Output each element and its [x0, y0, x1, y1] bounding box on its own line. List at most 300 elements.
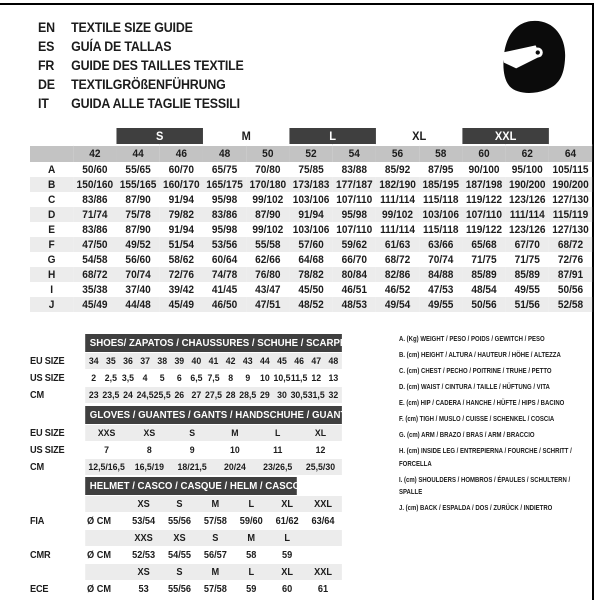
measurement-value: 70/74	[116, 267, 159, 282]
measurement-value: 68/72	[384, 253, 411, 266]
measurement-value: 87/90	[246, 207, 289, 222]
measurement-value: 46/50	[203, 297, 246, 312]
shoes-row-label: EU SIZE	[30, 355, 65, 367]
measurement-value: 54/58	[82, 253, 108, 266]
shoes-size-value: 25,5	[153, 389, 171, 401]
row-letter: G	[47, 253, 56, 266]
textile-size-table	[30, 128, 592, 312]
helmet-standard-label: CMR	[30, 549, 51, 561]
measurement-value: 111/114	[380, 193, 415, 206]
gloves-size-value: 12	[315, 444, 326, 456]
gloves-size-value: 25,5/30	[305, 461, 336, 473]
gloves-size-value: 7	[104, 444, 110, 456]
measurement-value: 115/119	[549, 207, 592, 222]
measurement-value: 83/88	[341, 163, 367, 176]
measurement-row	[30, 192, 592, 207]
helmet-size-label: XL	[281, 498, 294, 510]
measurement-value: 66/70	[341, 253, 367, 266]
measurement-value: 190/200	[506, 177, 549, 192]
size-number: 54	[333, 145, 376, 162]
measurement-row	[30, 177, 592, 192]
shoes-size-table	[30, 334, 347, 404]
shoes-size-value: 3,5	[121, 372, 135, 384]
shoes-size-section	[30, 334, 347, 404]
measurement-value: 45/50	[298, 283, 324, 296]
helmet-standard-label: ECE	[30, 583, 49, 595]
measurement-value: 83/86	[82, 193, 108, 206]
measurement-value: 46/51	[341, 283, 367, 296]
gloves-size-row	[85, 442, 342, 458]
gloves-size-value: 23/26,5	[263, 461, 293, 473]
gloves-size-value: 16,5/19	[134, 461, 164, 473]
measurement-legend-list	[399, 333, 591, 515]
shoes-size-value: 6,5	[190, 372, 203, 384]
measurement-value: 95/98	[211, 223, 238, 236]
measurement-row	[30, 222, 592, 237]
language-row	[38, 18, 508, 37]
shoes-size-value: 24,5	[136, 389, 154, 401]
language-title: GUIDA ALLE TAGLIE TESSILI	[71, 96, 240, 111]
measurement-value: 111/114	[506, 207, 549, 222]
size-group-m: M	[203, 128, 289, 145]
measurement-value: 107/110	[336, 223, 373, 236]
helmet-size-label: L	[248, 566, 255, 578]
helmet-size-label: M	[211, 566, 220, 578]
measurement-value: 150/160	[73, 177, 116, 192]
measurement-value: 39/42	[168, 283, 195, 296]
helmet-size-header-row	[85, 496, 342, 512]
size-number: 62	[506, 145, 549, 162]
measurement-row	[30, 237, 592, 252]
language-code: IT	[38, 96, 49, 111]
helmet-size-value: 57/58	[203, 583, 227, 595]
measurement-value: 60/64	[211, 253, 238, 266]
size-number: 44	[116, 145, 159, 162]
measurement-value: 72/76	[160, 267, 203, 282]
shoes-size-value: 4	[142, 372, 148, 384]
legend-item: E. (cm) HIP / CADERA / HANCHE / HÜFTE / HIPS / BACINO	[399, 398, 565, 407]
measurement-value: 35/38	[82, 283, 108, 296]
size-number: 48	[203, 145, 246, 162]
language-code: EN	[38, 20, 55, 35]
measurement-value: 67/70	[506, 237, 549, 252]
textile-size-table-wrap	[30, 128, 592, 312]
shoes-size-value: 28,5	[239, 389, 257, 401]
shoes-size-row	[85, 353, 342, 369]
shoes-size-value: 30	[277, 389, 287, 401]
measurement-value: 119/122	[466, 193, 503, 206]
size-number: 58	[419, 145, 462, 162]
gloves-size-value: 20/24	[223, 461, 246, 473]
helmet-size-label: XL	[281, 566, 294, 578]
measurement-value: 49/52	[116, 237, 159, 252]
shoes-size-value: 42	[225, 355, 236, 367]
legend-item: D. (cm) WAIST / CINTURA / TAILLE / HÜFTUNG / VITA	[399, 382, 550, 391]
measurement-value: 76/80	[246, 267, 289, 282]
helmet-value-row	[85, 547, 342, 563]
gloves-size-value: 10	[230, 444, 240, 456]
helmet-size-label: S	[212, 532, 219, 544]
helmet-table-title: HELMET / CASCO / CASQUE / HELM / CASCO	[85, 477, 297, 495]
measurement-value: 47/51	[246, 297, 289, 312]
shoes-size-value: 31,5	[307, 389, 325, 401]
measurement-value: 47/53	[428, 283, 454, 296]
gloves-size-value: 11	[273, 444, 283, 456]
helmet-size-label: XXL	[314, 566, 332, 578]
measurement-value: 57/60	[289, 237, 332, 252]
shoes-size-value: 40	[191, 355, 202, 367]
language-list	[38, 18, 508, 113]
measurement-row	[30, 207, 592, 222]
measurement-value: 44/48	[116, 297, 159, 312]
language-title: TEXTILGRÖßENFÜHRUNG	[71, 77, 226, 92]
size-group-s: S	[116, 128, 202, 145]
measurement-value: 74/78	[203, 267, 246, 282]
measurement-value: 49/54	[376, 297, 419, 312]
measurement-value: 75/78	[116, 207, 159, 222]
helmet-size-value: 61/62	[275, 515, 299, 527]
shoes-size-value: 27	[191, 389, 202, 401]
shoes-size-value: 2,5	[104, 372, 117, 384]
helmet-size-value: 57/58	[203, 515, 227, 527]
measurement-value: 71/75	[514, 253, 540, 266]
gloves-table-title: GLOVES / GUANTES / GANTS / HANDSCHUHE / GUANTI	[85, 406, 342, 424]
measurement-value: 99/102	[252, 223, 284, 236]
size-number: 42	[73, 145, 116, 162]
measurement-value: 60/70	[168, 163, 195, 176]
shoes-size-value: 32	[328, 389, 339, 401]
helmet-size-label: XS	[137, 566, 150, 578]
shoes-size-value: 30,5	[290, 389, 308, 401]
measurement-value: 49/55	[419, 297, 462, 312]
measurement-value: 53/56	[203, 237, 246, 252]
measurement-value: 75/85	[298, 163, 324, 176]
legend-item: J. (cm) BACK / ESPALDA / DOS / ZURÜCK / INDIETRO	[399, 503, 553, 512]
measurement-value: 115/118	[423, 223, 459, 236]
shoes-size-value: 24	[123, 389, 133, 401]
gloves-size-section	[30, 406, 350, 476]
shoes-size-row	[85, 370, 342, 386]
helmet-unit-label: Ø CM	[87, 515, 112, 527]
gloves-size-row	[85, 425, 342, 441]
measurement-value: 84/88	[419, 267, 462, 282]
helmet-size-value: 52/53	[132, 549, 156, 561]
measurement-value: 103/106	[292, 223, 330, 236]
measurement-value: 95/98	[333, 207, 376, 222]
gloves-size-value: 18/21,5	[177, 461, 207, 473]
helmet-size-value: 54/55	[167, 549, 192, 561]
measurement-value: 99/102	[376, 207, 419, 222]
racing-helmet-glyph	[496, 13, 568, 105]
gloves-label-spacer	[30, 406, 85, 422]
measurement-value: 71/75	[471, 253, 497, 266]
measurement-value: 48/54	[471, 283, 497, 296]
helmet-unit-label: Ø CM	[87, 549, 112, 561]
size-group-l: L	[289, 128, 375, 145]
size-group-xxl: XXL	[462, 128, 548, 145]
measurement-value: 51/56	[506, 297, 549, 312]
helmet-label-spacer	[30, 477, 85, 493]
helmet-size-label: XS	[137, 498, 150, 510]
measurement-value: 47/50	[73, 237, 116, 252]
size-number-spacer	[30, 145, 73, 162]
measurement-value: 65/75	[211, 163, 238, 176]
row-letter: C	[47, 193, 56, 206]
helmet-label-spacer	[30, 530, 85, 546]
measurement-row	[30, 252, 592, 267]
measurement-value: 87/91	[549, 267, 592, 282]
shoes-size-value: 8	[228, 372, 234, 384]
measurement-value: 190/200	[549, 177, 592, 192]
measurement-value: 70/74	[428, 253, 454, 266]
measurement-value: 187/198	[462, 177, 505, 192]
measurement-value: 55/65	[125, 163, 151, 176]
helmet-size-value: 55/56	[167, 515, 192, 527]
measurement-value: 182/190	[376, 177, 419, 192]
language-title-block	[38, 18, 508, 113]
shoes-table-title: SHOES/ ZAPATOS / CHAUSSURES / SCHUHE / SCARPE	[85, 334, 342, 352]
helmet-value-row	[85, 513, 342, 529]
shoes-size-value: 38	[157, 355, 168, 367]
measurement-value: 41/45	[211, 283, 238, 296]
size-group-spacer	[30, 128, 116, 145]
helmet-size-value: 59/60	[239, 515, 263, 527]
helmet-size-value: 60	[282, 583, 293, 595]
measurement-value: 83/86	[82, 223, 108, 236]
helmet-size-label: S	[176, 566, 183, 578]
measurement-value: 83/86	[203, 207, 246, 222]
measurement-value: 79/82	[160, 207, 203, 222]
shoes-size-value: 35	[105, 355, 116, 367]
helmet-value-row	[85, 581, 342, 597]
gloves-size-value: 9	[189, 444, 195, 456]
size-group-xl: XL	[376, 128, 462, 145]
helmet-size-value: 56/57	[203, 549, 227, 561]
measurement-value: 63/66	[419, 237, 462, 252]
measurement-value: 107/110	[336, 193, 373, 206]
shoes-size-value: 41	[208, 355, 219, 367]
shoes-size-value: 37	[140, 355, 150, 367]
measurement-value: 65/68	[462, 237, 505, 252]
measurement-value: 119/122	[466, 223, 503, 236]
helmet-size-label: M	[247, 532, 256, 544]
row-letter: I	[50, 283, 54, 296]
size-number: 60	[462, 145, 505, 162]
measurement-value: 68/72	[73, 267, 116, 282]
measurement-value: 155/165	[116, 177, 159, 192]
measurement-value: 85/92	[384, 163, 411, 176]
row-letter: J	[30, 297, 73, 312]
measurement-value: 61/63	[376, 237, 419, 252]
measurement-value: 80/84	[333, 267, 376, 282]
legend-item: C. (cm) CHEST / PECHO / POITRINE / TRUHE / PETTO	[399, 366, 552, 375]
measurement-value: 50/56	[557, 283, 584, 296]
measurement-value: 68/72	[549, 237, 592, 252]
measurement-value: 177/187	[333, 177, 376, 192]
helmet-standard-label: FIA	[30, 515, 45, 527]
measurement-row	[30, 267, 592, 282]
helmet-size-value: 59	[246, 583, 257, 595]
helmet-size-value: 63/64	[311, 515, 335, 527]
measurement-value: 48/53	[333, 297, 376, 312]
shoes-size-value: 11,5	[290, 372, 308, 384]
measurement-value: 123/126	[508, 223, 546, 236]
size-number: 46	[160, 145, 203, 162]
size-group-row	[30, 128, 592, 145]
helmet-size-label: L	[248, 498, 255, 510]
gloves-row-label: CM	[30, 461, 44, 473]
shoes-size-value: 39	[174, 355, 185, 367]
language-code: FR	[38, 58, 55, 73]
helmet-size-header-row	[85, 530, 342, 546]
size-number: 56	[376, 145, 419, 162]
size-group-spacer	[549, 128, 592, 145]
measurement-value: 48/52	[289, 297, 332, 312]
legend-item: I. (cm) SHOULDERS / HOMBROS / ÉPAULES / SCHULTERN / SPALLE	[399, 474, 571, 496]
measurement-value: 91/94	[168, 223, 195, 236]
language-title: GUÍA DE TALLAS	[71, 39, 172, 54]
shoes-size-value: 10	[260, 372, 270, 384]
size-number: 64	[549, 145, 592, 162]
measurement-value: 59/62	[333, 237, 376, 252]
measurement-value: 51/54	[160, 237, 203, 252]
shoes-size-value: 46	[294, 355, 304, 367]
measurement-value: 46/52	[384, 283, 411, 296]
measurement-value: 70/80	[255, 163, 281, 176]
measurement-value: 64/68	[298, 253, 324, 266]
shoes-label-spacer	[30, 334, 85, 350]
measurement-value: 103/106	[419, 207, 462, 222]
legend-item: H. (cm) INSIDE LEG / ENTREPIERNA / FOURCHE / SCHRITT / FORCELLA	[399, 446, 572, 468]
measurement-value: 62/66	[255, 253, 281, 266]
measurement-row	[30, 162, 592, 177]
gloves-size-value: XXS	[97, 427, 116, 439]
helmet-size-label: XS	[173, 532, 186, 544]
shoes-size-value: 36	[123, 355, 133, 367]
gloves-size-value: XL	[314, 427, 327, 439]
shoes-size-value: 29	[260, 389, 270, 401]
measurement-value: 85/89	[462, 267, 505, 282]
measurement-value: 160/170	[160, 177, 203, 192]
helmet-label-spacer	[30, 564, 85, 580]
measurement-value: 37/40	[125, 283, 151, 296]
measurement-value: 87/90	[125, 193, 151, 206]
frame-top-border	[0, 3, 594, 5]
size-number: 50	[246, 145, 289, 162]
measurement-value: 127/130	[552, 193, 589, 206]
gloves-size-value: S	[189, 427, 196, 439]
legend-item: B. (cm) HEIGHT / ALTURA / HAUTEUR / HÖHE / ALTEZZA	[399, 350, 561, 359]
measurement-value: 123/126	[508, 193, 546, 206]
measurement-value: 173/183	[289, 177, 332, 192]
legend-item: G. (cm) ARM / BRAZO / BRAS / ARM / BRACCIO	[399, 430, 535, 439]
measurement-value: 85/89	[506, 267, 549, 282]
measurement-value: 99/102	[252, 193, 284, 206]
gloves-size-value: 12,5/16,5	[88, 461, 125, 473]
measurement-value: 185/195	[419, 177, 462, 192]
language-row	[38, 56, 508, 75]
shoes-size-value: 47	[311, 355, 322, 367]
gloves-size-value: XS	[143, 427, 156, 439]
measurement-row	[30, 297, 592, 312]
helmet-size-label: XXS	[134, 532, 153, 544]
measurement-value: 91/94	[168, 193, 195, 206]
shoes-size-value: 23	[88, 389, 99, 401]
shoes-size-value: 10,5	[273, 372, 291, 384]
helmet-size-section	[30, 477, 342, 598]
measurement-value: 58/62	[168, 253, 195, 266]
textile-size-table-inner	[30, 128, 592, 312]
helmet-size-header-row	[85, 564, 342, 580]
racing-helmet-icon	[496, 13, 568, 105]
language-title: GUIDE DES TAILLES TEXTILE	[71, 58, 244, 73]
shoes-size-value: 26	[174, 389, 185, 401]
shoes-size-value: 9	[245, 372, 251, 384]
measurement-value: 82/86	[376, 267, 419, 282]
helmet-size-value: 53	[138, 583, 149, 595]
language-row	[38, 75, 508, 94]
row-letter: B	[30, 177, 73, 192]
shoes-size-value: 48	[328, 355, 339, 367]
measurement-value: 95/100	[511, 163, 543, 176]
measurement-value: 115/118	[423, 193, 459, 206]
shoes-size-row	[85, 387, 342, 403]
legend-item: F. (cm) TIGH / MUSLO / CUISSE / SCHENKEL / COSCIA	[399, 414, 555, 423]
row-letter: D	[30, 207, 73, 222]
measurement-row	[30, 282, 592, 297]
measurement-value: 71/74	[73, 207, 116, 222]
shoes-row-label: US SIZE	[30, 372, 65, 384]
gloves-size-value: M	[231, 427, 239, 439]
gloves-size-value: 8	[146, 444, 152, 456]
measurement-value: 95/98	[211, 193, 238, 206]
measurement-value: 50/60	[82, 163, 108, 176]
measurement-value: 45/49	[160, 297, 203, 312]
shoes-size-value: 44	[260, 355, 270, 367]
measurement-value: 103/106	[292, 193, 330, 206]
helmet-size-value: 58	[246, 549, 257, 561]
measurement-value: 43/47	[255, 283, 281, 296]
measurement-value: 105/115	[552, 163, 589, 176]
helmet-label-spacer	[30, 496, 85, 512]
helmet-size-value: 53/54	[132, 515, 156, 527]
frame-right-border	[592, 3, 594, 600]
language-row	[38, 94, 508, 113]
measurement-value: 91/94	[289, 207, 332, 222]
helmet-size-label: S	[176, 498, 183, 510]
language-title: TEXTILE SIZE GUIDE	[71, 20, 193, 35]
measurement-value: 45/49	[73, 297, 116, 312]
gloves-size-table	[30, 406, 350, 476]
helmet-size-value: 59	[282, 549, 293, 561]
language-code: ES	[38, 39, 55, 54]
helmet-unit-label: Ø CM	[87, 583, 112, 595]
measurement-value: 87/90	[125, 223, 151, 236]
measurement-value: 90/100	[468, 163, 500, 176]
shoes-size-value: 13	[328, 372, 339, 384]
shoes-size-value: 27,5	[205, 389, 223, 401]
gloves-row-label: US SIZE	[30, 444, 65, 456]
shoes-size-value: 7,5	[207, 372, 220, 384]
measurement-value: 87/95	[428, 163, 454, 176]
legend-item: A. (Kg) WEIGHT / PESO / POIDS / GEWITCH / PESO	[399, 334, 545, 343]
measurement-legend	[399, 333, 591, 518]
shoes-size-value: 5	[159, 372, 165, 384]
gloves-row-label: EU SIZE	[30, 427, 65, 439]
measurement-value: 72/76	[557, 253, 584, 266]
helmet-size-label: L	[284, 532, 290, 544]
measurement-value: 52/58	[549, 297, 592, 312]
